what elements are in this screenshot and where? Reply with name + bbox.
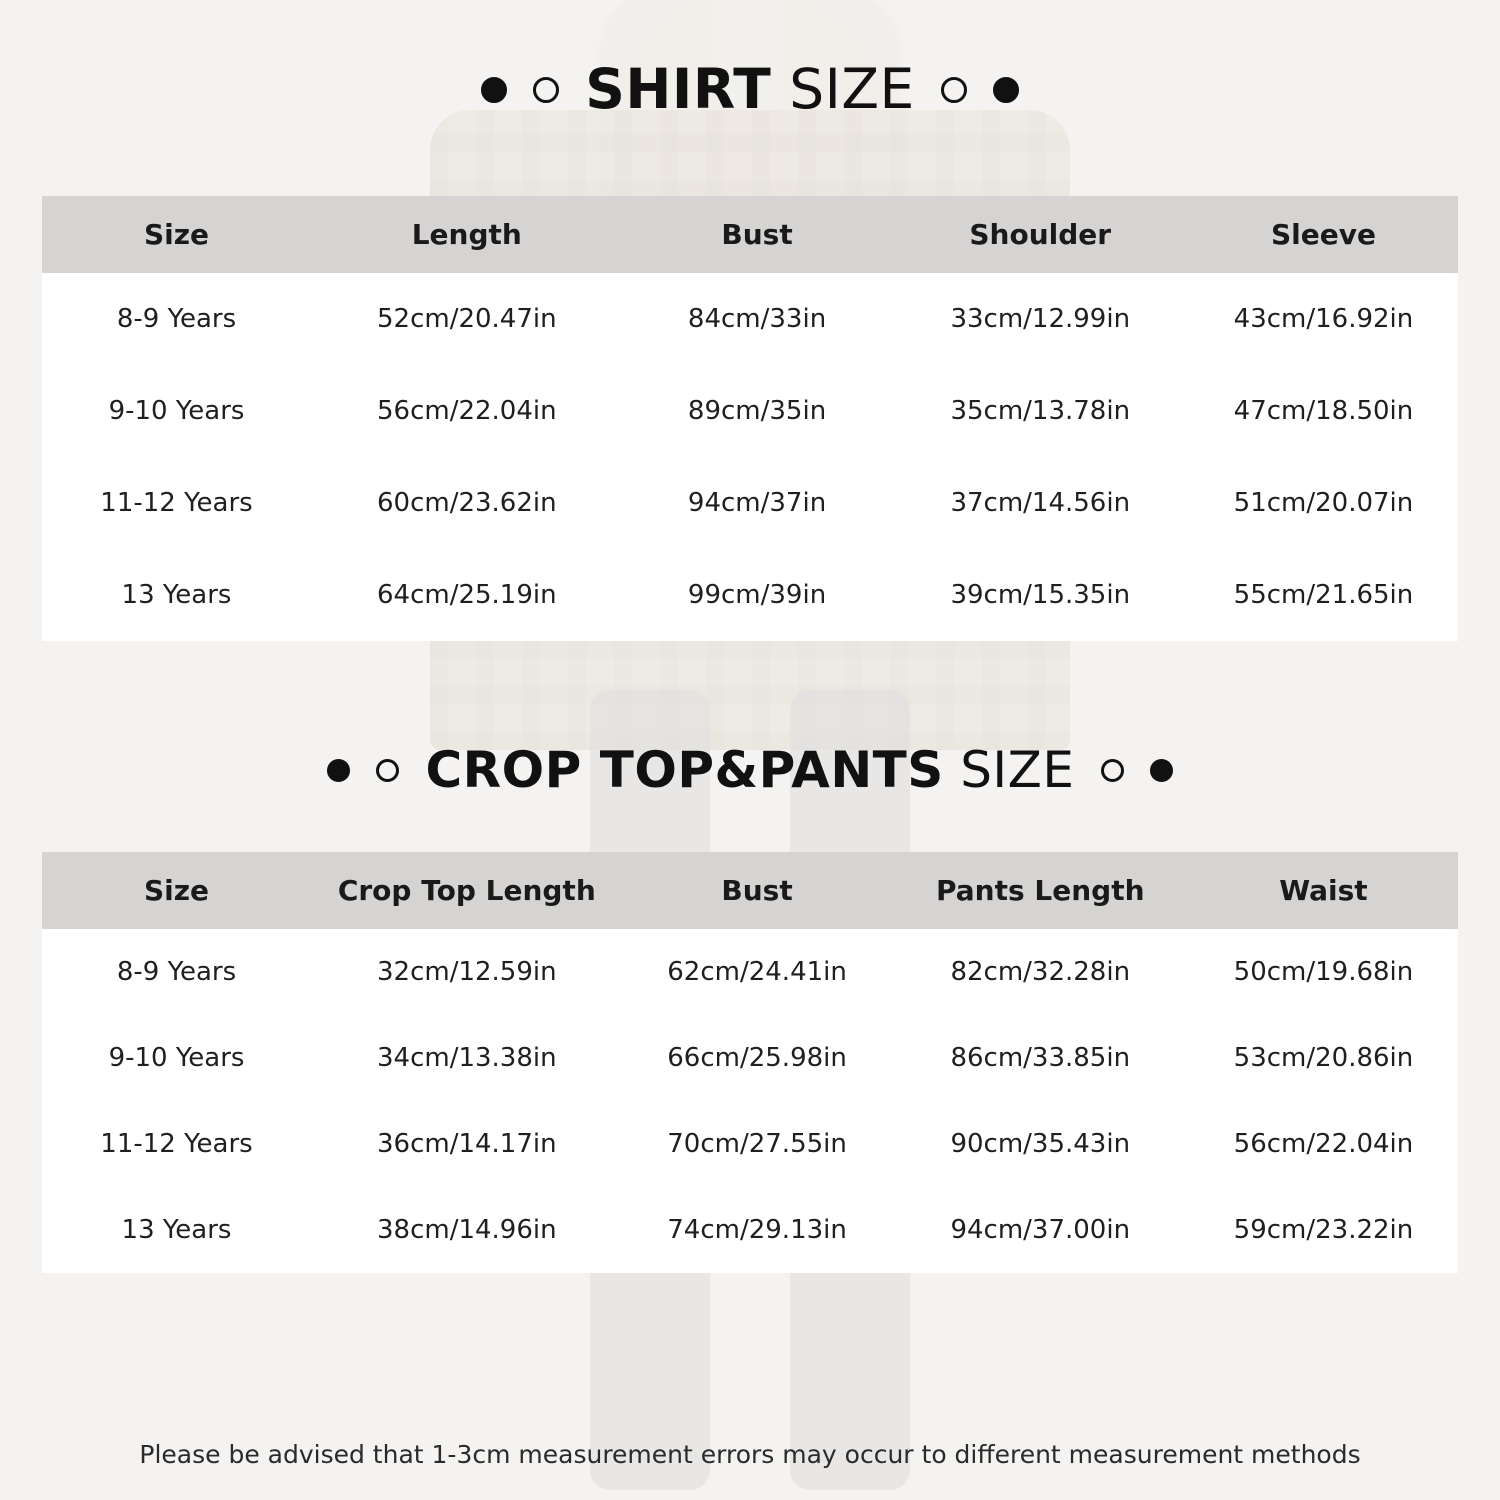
cell-sleeve: 55cm/21.65in: [1189, 549, 1458, 641]
bullet-dot-icon: [1150, 759, 1173, 782]
bullet-dot-icon: [533, 77, 559, 103]
cell-shoulder: 33cm/12.99in: [892, 273, 1189, 365]
table-row: [42, 1015, 1458, 1101]
bullet-dot-icon: [941, 77, 967, 103]
column-header-bust: Bust: [623, 196, 892, 273]
cell-pants-length: 86cm/33.85in: [892, 1015, 1189, 1101]
crop-top-pants-size-title: [425, 741, 1075, 799]
cell-waist: 50cm/19.68in: [1189, 929, 1458, 1015]
shirt-size-title-light: SIZE: [771, 57, 915, 121]
column-header-bust: Bust: [623, 852, 892, 929]
bullet-dot-icon: [1101, 759, 1124, 782]
cell-length: 64cm/25.19in: [311, 549, 623, 641]
cell-bust: 84cm/33in: [623, 273, 892, 365]
cell-sleeve: 47cm/18.50in: [1189, 365, 1458, 457]
cell-size: 8-9 Years: [42, 929, 311, 1015]
cell-bust: 70cm/27.55in: [623, 1101, 892, 1187]
table-header-row: [42, 196, 1458, 273]
cell-crop-top-length: 32cm/12.59in: [311, 929, 623, 1015]
cell-bust: 66cm/25.98in: [623, 1015, 892, 1101]
cell-size: 11-12 Years: [42, 1101, 311, 1187]
crop-top-pants-size-table: [42, 852, 1458, 1273]
cell-bust: 74cm/29.13in: [623, 1187, 892, 1273]
cell-bust: 89cm/35in: [623, 365, 892, 457]
column-header-length: Length: [311, 196, 623, 273]
cell-sleeve: 51cm/20.07in: [1189, 457, 1458, 549]
shirt-size-title-row: [0, 57, 1500, 121]
table-row: [42, 549, 1458, 641]
cell-bust: 94cm/37in: [623, 457, 892, 549]
cell-waist: 59cm/23.22in: [1189, 1187, 1458, 1273]
column-header-shoulder: Shoulder: [892, 196, 1189, 273]
cell-waist: 53cm/20.86in: [1189, 1015, 1458, 1101]
table-row: [42, 365, 1458, 457]
shirt-size-title-strong: SHIRT: [585, 57, 772, 121]
cell-length: 52cm/20.47in: [311, 273, 623, 365]
crop-title-strong: CROP TOP&PANTS: [425, 741, 944, 799]
cell-sleeve: 43cm/16.92in: [1189, 273, 1458, 365]
table-row: [42, 457, 1458, 549]
cell-pants-length: 82cm/32.28in: [892, 929, 1189, 1015]
cell-length: 56cm/22.04in: [311, 365, 623, 457]
cell-length: 60cm/23.62in: [311, 457, 623, 549]
column-header-size: Size: [42, 852, 311, 929]
measurement-disclaimer: Please be advised that 1-3cm measurement errors may occur to different measurement methods: [139, 1440, 1361, 1469]
cell-size: 9-10 Years: [42, 365, 311, 457]
cell-size: 13 Years: [42, 549, 311, 641]
crop-top-pants-size-table-wrapper: [42, 852, 1458, 1273]
column-header-sleeve: Sleeve: [1189, 196, 1458, 273]
column-header-crop-top-length: Crop Top Length: [311, 852, 623, 929]
cell-pants-length: 94cm/37.00in: [892, 1187, 1189, 1273]
cell-crop-top-length: 34cm/13.38in: [311, 1015, 623, 1101]
crop-top-pants-size-title-row: [0, 741, 1500, 799]
column-header-pants-length: Pants Length: [892, 852, 1189, 929]
table-row: [42, 1187, 1458, 1273]
cell-bust: 99cm/39in: [623, 549, 892, 641]
shirt-size-title: [585, 57, 915, 121]
crop-title-light: SIZE: [943, 741, 1075, 799]
table-row: [42, 929, 1458, 1015]
column-header-waist: Waist: [1189, 852, 1458, 929]
table-row: [42, 1101, 1458, 1187]
bullet-dot-icon: [327, 759, 350, 782]
bullet-dot-icon: [993, 77, 1019, 103]
cell-size: 8-9 Years: [42, 273, 311, 365]
bullet-dot-icon: [376, 759, 399, 782]
cell-size: 13 Years: [42, 1187, 311, 1273]
column-header-size: Size: [42, 196, 311, 273]
cell-shoulder: 39cm/15.35in: [892, 549, 1189, 641]
table-header-row: [42, 852, 1458, 929]
cell-pants-length: 90cm/35.43in: [892, 1101, 1189, 1187]
cell-shoulder: 35cm/13.78in: [892, 365, 1189, 457]
shirt-size-table-wrapper: [42, 196, 1458, 641]
cell-crop-top-length: 36cm/14.17in: [311, 1101, 623, 1187]
cell-shoulder: 37cm/14.56in: [892, 457, 1189, 549]
cell-crop-top-length: 38cm/14.96in: [311, 1187, 623, 1273]
cell-waist: 56cm/22.04in: [1189, 1101, 1458, 1187]
shirt-size-table: [42, 196, 1458, 641]
bullet-dot-icon: [481, 77, 507, 103]
cell-size: 11-12 Years: [42, 457, 311, 549]
cell-bust: 62cm/24.41in: [623, 929, 892, 1015]
table-row: [42, 273, 1458, 365]
cell-size: 9-10 Years: [42, 1015, 311, 1101]
